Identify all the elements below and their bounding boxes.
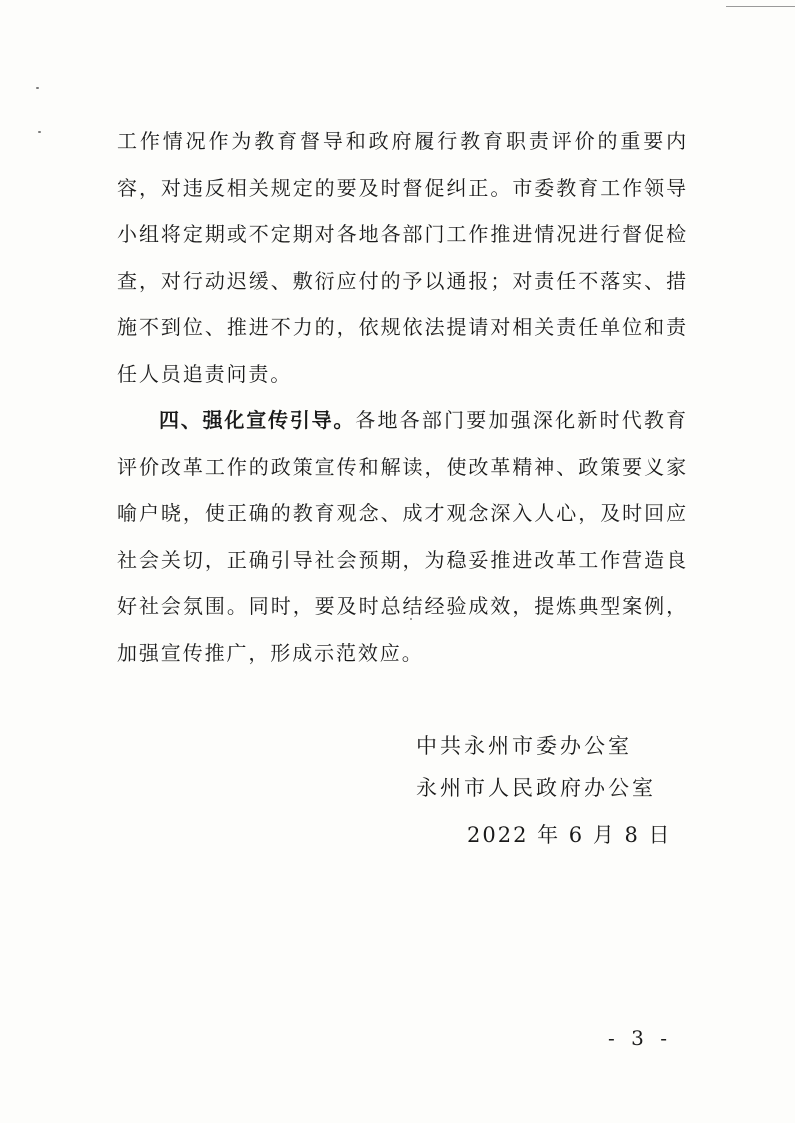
- paragraph-continued: 工作情况作为教育督导和政府履行教育职责评价的重要内容，对违反相关规定的要及时督促纠正。市委教育工作领导小组将定期或不定期对各地各部门工作推进情况进行督促检查，对行动迟缓、敷衍应付的予以通报；对责任不落实、措施不到位、推进不力的，依规依法提请对相关责任单位和责任人员追责问责。: [117, 129, 688, 386]
- section-heading-publicity: 四、强化宣传引导。: [159, 408, 356, 432]
- body-text: [117, 118, 688, 676]
- signature-date: 2022 年 6 月 8 日: [467, 823, 672, 847]
- page-number: - 3 -: [608, 1026, 672, 1050]
- scan-speck: [36, 87, 39, 89]
- paragraph-publicity-body: 各地各部门要加强深化新时代教育评价改革工作的政策宣传和解读，使改革精神、政策要义家喻户晓，使正确的教育观念、成才观念深入人心，及时回应社会关切，正确引导社会预期，为稳妥推进改革工作营造良好社会氛围。同时，要及时总结经验成效，提炼典型案例，加强宣传推广，形成示范效应。: [117, 408, 689, 665]
- scan-speck: [38, 131, 41, 133]
- signature-org-party: 中共永州市委办公室: [416, 734, 632, 758]
- signature-org-government: 永州市人民政府办公室: [416, 776, 656, 800]
- scan-edge-line: [726, 0, 795, 7]
- signature-block: [416, 727, 676, 854]
- paragraph-publicity: [117, 397, 688, 676]
